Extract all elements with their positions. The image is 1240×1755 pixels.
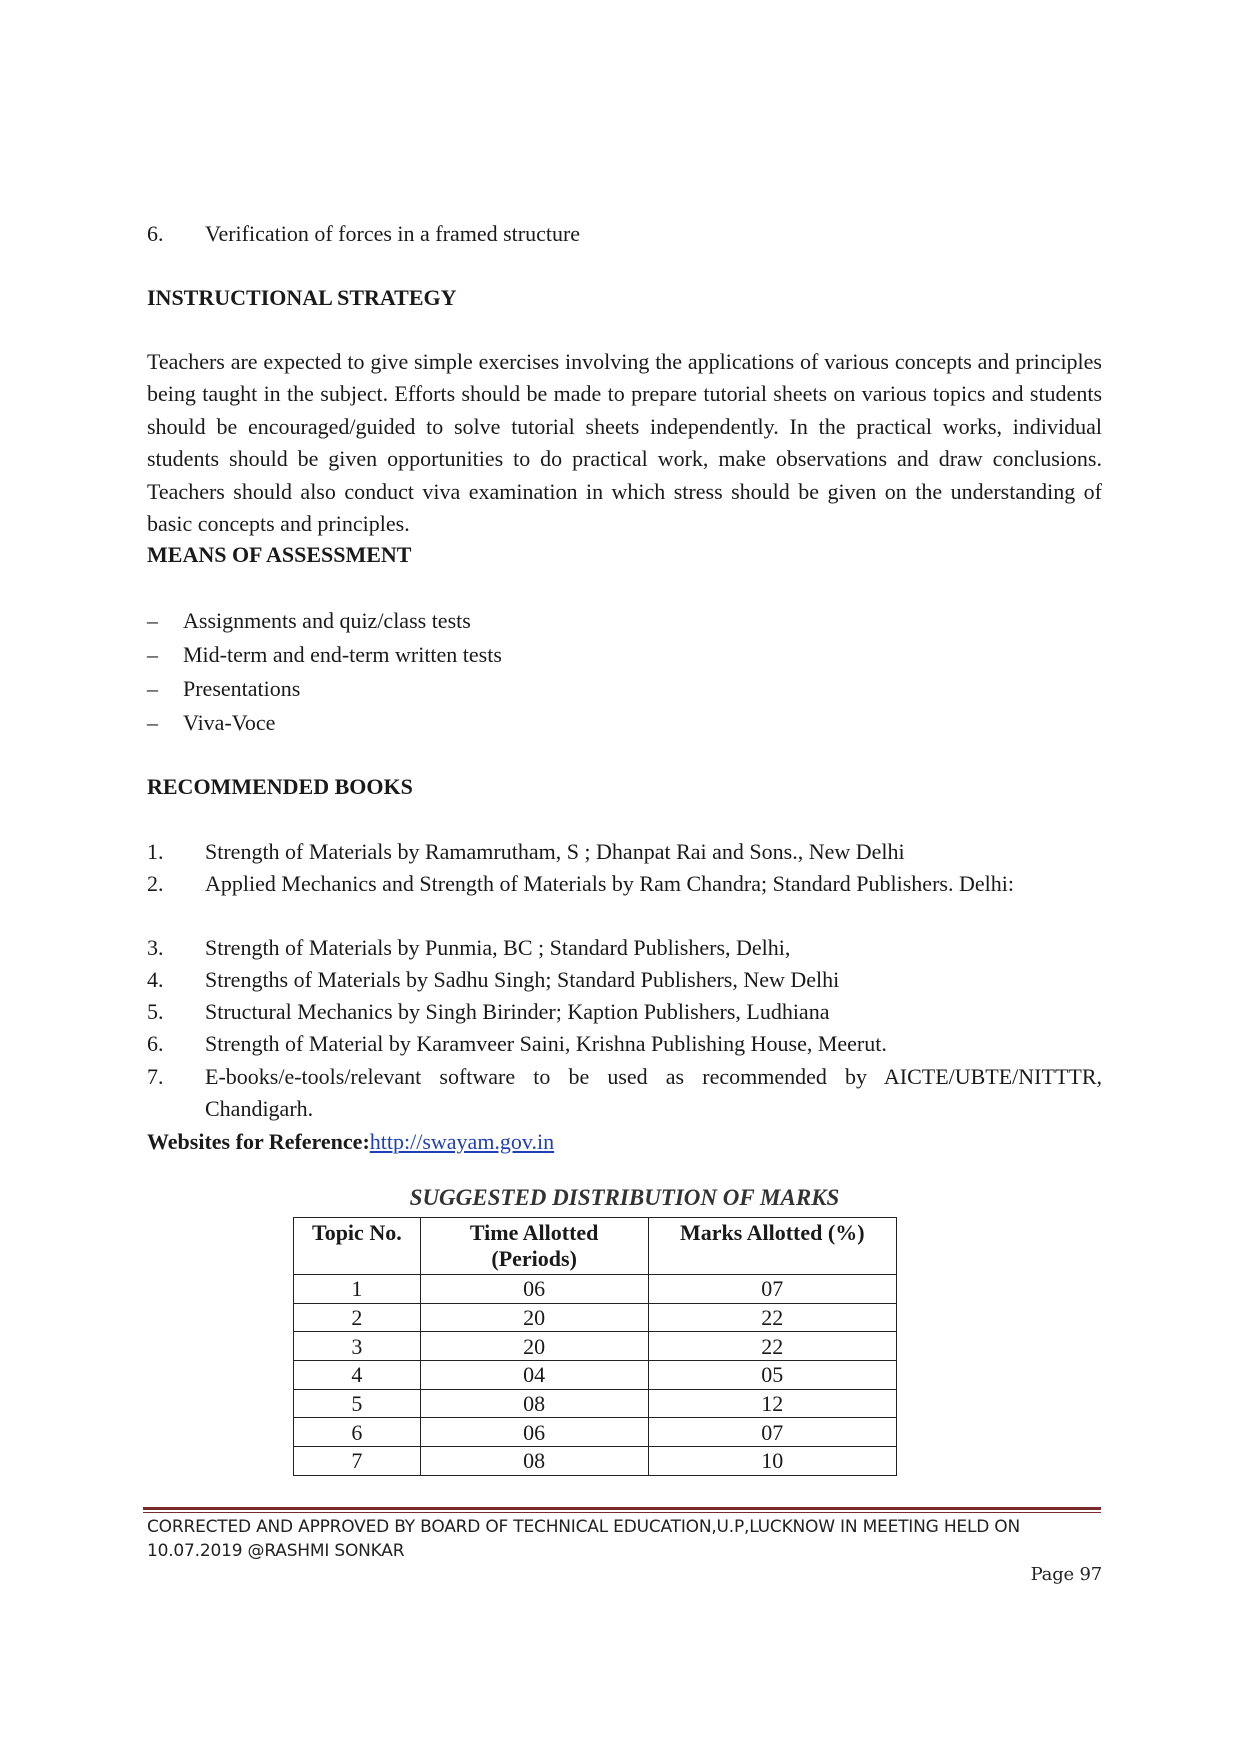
dash-marker: –: [147, 642, 158, 667]
marks-table-title: SUGGESTED DISTRIBUTION OF MARKS: [409, 1185, 840, 1210]
book-text: Applied Mechanics and Strength of Materials by Ram Chandra; Standard Publishers. Delhi:: [205, 871, 1014, 896]
item-number: 6.: [147, 221, 164, 246]
time-cell: 20: [420, 1332, 648, 1361]
topic-cell: 2: [294, 1303, 421, 1332]
dash-marker: –: [147, 676, 158, 701]
marks-cell: 22: [648, 1303, 896, 1332]
topic-cell: 1: [294, 1275, 421, 1304]
item-text: Verification of forces in a framed structure: [205, 221, 581, 246]
marks-cell: 07: [648, 1275, 896, 1304]
book-text: Strength of Material by Karamveer Saini, Krishna Publishing House, Meerut.: [205, 1031, 887, 1056]
assessment-item-text: Mid-term and end-term written tests: [183, 642, 502, 667]
assessment-item-text: Presentations: [183, 676, 301, 701]
table-header-row: [294, 1218, 897, 1275]
book-number: 2.: [147, 871, 164, 896]
websites-reference: [147, 1127, 554, 1157]
time-cell: 20: [420, 1303, 648, 1332]
marks-cell: 07: [648, 1418, 896, 1447]
topic-cell: 5: [294, 1389, 421, 1418]
book-number: 7.: [147, 1064, 164, 1089]
book-text: Structural Mechanics by Singh Birinder; Kaption Publishers, Ludhiana: [205, 999, 830, 1024]
time-cell: 06: [420, 1418, 648, 1447]
book-number: 5.: [147, 999, 164, 1024]
marks-cell: 22: [648, 1332, 896, 1361]
assessment-item-text: Assignments and quiz/class tests: [183, 608, 471, 633]
marks-cell: 05: [648, 1361, 896, 1390]
instructional-strategy-heading: INSTRUCTIONAL STRATEGY: [147, 285, 457, 310]
time-cell: 06: [420, 1275, 648, 1304]
book-text: Strengths of Materials by Sadhu Singh; Standard Publishers, New Delhi: [205, 967, 840, 992]
table-row: [294, 1418, 897, 1447]
time-cell: 08: [420, 1389, 648, 1418]
table-row: [294, 1389, 897, 1418]
dash-marker: –: [147, 710, 158, 735]
page-footer: [147, 1515, 1102, 1585]
topic-cell: 4: [294, 1361, 421, 1390]
marks-distribution-table: [293, 1217, 897, 1476]
book-number: 3.: [147, 935, 164, 960]
dash-marker: –: [147, 608, 158, 633]
header-topic-no: Topic No.: [294, 1218, 421, 1275]
marks-cell: 12: [648, 1389, 896, 1418]
assessment-item-text: Viva-Voce: [183, 710, 276, 735]
book-text: Strength of Materials by Punmia, BC ; Standard Publishers, Delhi,: [205, 935, 791, 960]
topic-cell: 7: [294, 1447, 421, 1476]
topic-cell: 3: [294, 1332, 421, 1361]
recommended-books-heading: RECOMMENDED BOOKS: [147, 774, 413, 799]
table-row: [294, 1447, 897, 1476]
topic-cell: 6: [294, 1418, 421, 1447]
marks-cell: 10: [648, 1447, 896, 1476]
book-number: 1.: [147, 839, 164, 864]
websites-label: Websites for Reference:: [147, 1129, 370, 1154]
footer-rule-thin: [143, 1512, 1101, 1513]
footer-approval-text: CORRECTED AND APPROVED BY BOARD OF TECHNICAL EDUCATION,U.P,LUCKNOW IN MEETING HELD ON 10.07.2019 @RASHMI SONKAR: [147, 1517, 1021, 1561]
table-row: [294, 1275, 897, 1304]
table-row: [294, 1361, 897, 1390]
book-text: Strength of Materials by Ramamrutham, S ; Dhanpat Rai and Sons., New Delhi: [205, 839, 905, 864]
book-number: 4.: [147, 967, 164, 992]
time-cell: 08: [420, 1447, 648, 1476]
table-row: [294, 1332, 897, 1361]
book-text: E-books/e-tools/relevant software to be used as recommended by AICTE/UBTE/NITTTR, Chandigarh.: [205, 1064, 1102, 1122]
page-number: Page 97: [1030, 1564, 1102, 1585]
instructional-strategy-paragraph: Teachers are expected to give simple exercises involving the applications of various concepts and principles being taught in the subject. Efforts should be made to prepare tutorial sheets on various topics and students should be encouraged/guided to solve tutorial sheets independently. In the practical works, individual students should be given opportunities to do practical work, make observations and draw conclusions. Teachers should also conduct viva examination in which stress should be given on the understanding of basic concepts and principles.: [147, 349, 1102, 537]
header-time-allotted: Time Allotted (Periods): [420, 1218, 648, 1275]
means-of-assessment-heading: MEANS OF ASSESSMENT: [147, 542, 412, 567]
time-cell: 04: [420, 1361, 648, 1390]
table-row: [294, 1303, 897, 1332]
footer-rule-thick: [143, 1507, 1101, 1510]
header-marks-allotted: Marks Allotted (%): [648, 1218, 896, 1275]
swayam-link[interactable]: http://swayam.gov.in: [369, 1129, 555, 1154]
book-number: 6.: [147, 1031, 164, 1056]
